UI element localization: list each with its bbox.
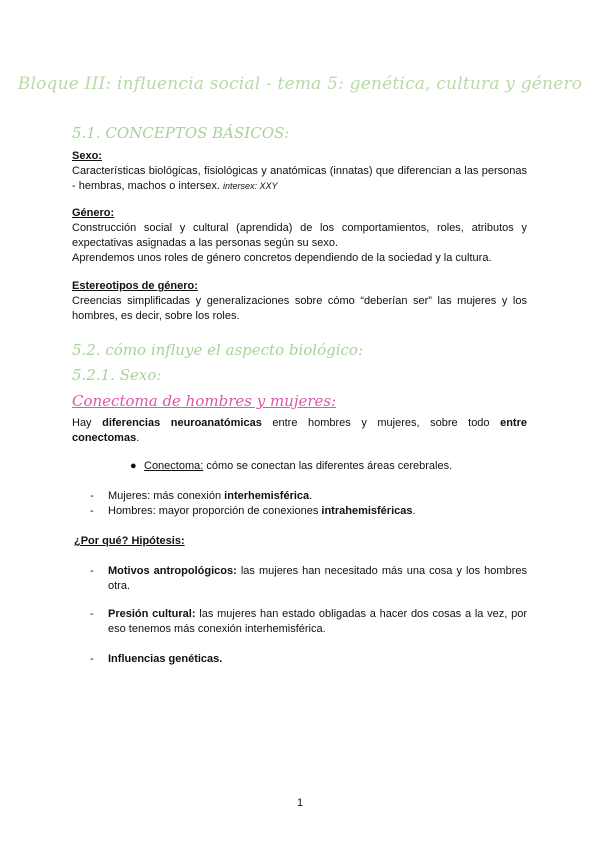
bold-span: Influencias genéticas. [108,653,223,665]
bold-span: Motivos antropológicos: [108,565,237,577]
list-item [72,652,527,667]
genero-text-1: Construcción social y cultural (aprendida) de los comportamientos, roles, atributos y expectativas asignadas a las personas según su sexo. [72,222,527,249]
text-span: entre hombres y mujeres, sobre todo [261,417,501,429]
section-heading-5-1: 5.1. CONCEPTOS BÁSICOS: [72,124,290,142]
term-conectoma: Conectoma: [144,460,204,472]
hipotesis-label: ¿Por qué? Hipótesis: [74,535,185,547]
dash-marker: - [90,490,94,502]
sexo-note: intersex: XXY [223,181,278,191]
page-number: 1 [296,797,304,809]
dash-marker: - [90,608,94,620]
definition-conectoma-bullet [72,459,527,474]
sexo-text: Características biológicas, fisiológicas y anatómicas (innatas) que diferencian a las personas - hembras, machos o intersex. [72,165,527,192]
text-span: Mujeres: más conexión [108,490,225,502]
section-heading-5-2: 5.2. cómo influye el aspecto biológico: [72,341,364,359]
bold-span: diferencias neuroanatómicas [102,417,262,429]
text-span: las mujeres han estado obligadas a hacer dos cosas a la vez, por eso tenemos más conexión interhemisférica. [108,608,528,635]
dash-marker: - [90,505,94,517]
text-span: Hay [72,417,103,429]
conectoma-definition: cómo se conectan las diferentes áreas cerebrales. [203,460,453,472]
definition-sexo [72,149,527,194]
subsection-heading-conectoma: Conectoma de hombres y mujeres: [72,392,337,410]
estereotipos-text: Creencias simplificadas y generalizaciones sobre cómo “deberían ser” las mujeres y los hombres, es decir, sobre los roles. [72,295,527,322]
dash-marker: - [90,653,94,665]
bold-span: interhemisférica [224,490,310,502]
list-item [72,489,527,504]
text-span: . [136,432,140,444]
bold-span: entre conectomas [72,417,527,444]
definition-genero [72,206,527,266]
dash-marker: - [90,565,94,577]
conectoma-paragraph [72,416,527,446]
text-span: . [412,505,416,517]
bold-span: Presión cultural: [108,608,196,620]
bold-span: intrahemisféricas [321,505,413,517]
definition-estereotipos [72,279,527,324]
page-title: Bloque III: influencia social - tema 5: genética, cultura y género [17,74,583,94]
genero-text-2: Aprendemos unos roles de género concretos dependiendo de la sociedad y la cultura. [72,252,492,264]
list-item [72,564,527,594]
term-sexo: Sexo: [72,150,102,162]
list-item [72,607,527,637]
hipotesis-heading [74,534,529,549]
bullet-dot: ● [130,460,137,472]
term-genero: Género: [72,207,115,219]
section-heading-5-2-1: 5.2.1. Sexo: [72,366,162,384]
list-item [72,504,527,519]
text-span: Hombres: mayor proporción de conexiones [108,505,322,517]
text-span: . [309,490,313,502]
text-span: las mujeres han necesitado más una cosa y los hombres otra. [108,565,527,592]
term-estereotipos: Estereotipos de género: [72,280,198,292]
